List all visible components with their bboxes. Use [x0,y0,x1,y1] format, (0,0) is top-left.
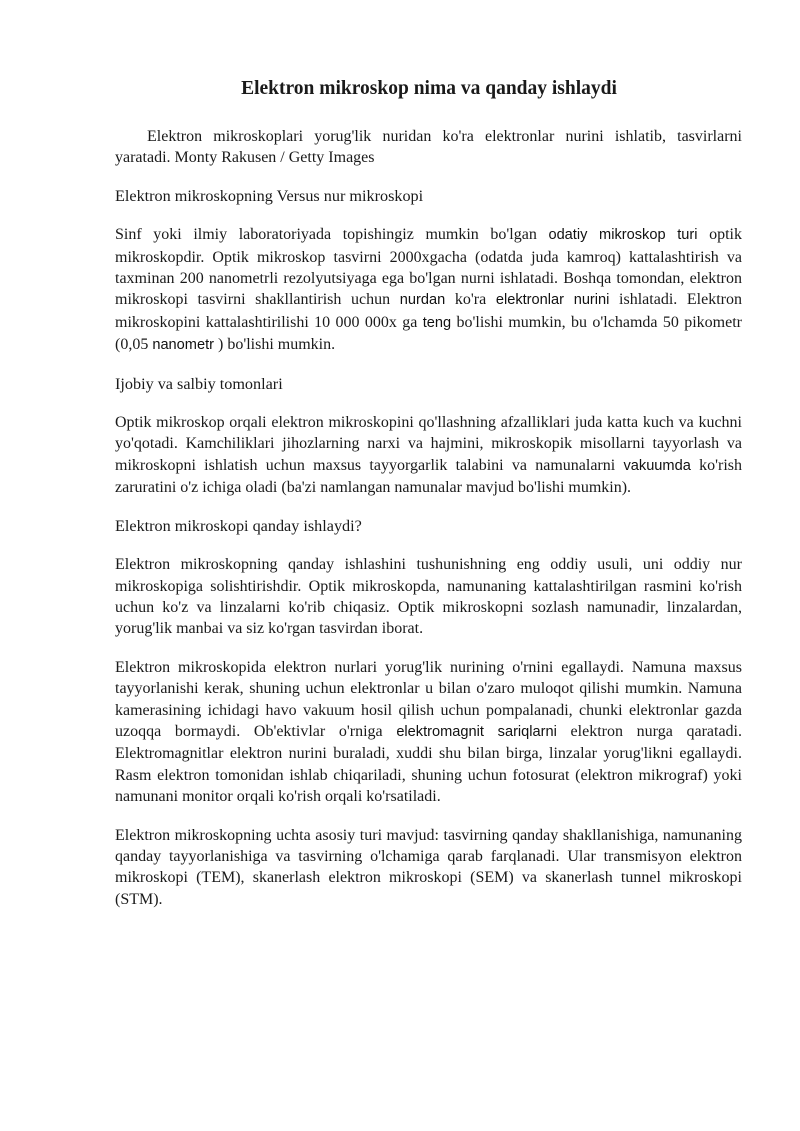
paragraph-text: optik mikroskopdir. Optik mikroskop tasvirni 2000xgacha (odatda juda kamroq) kattalashtirish va taxminan 200 nanometrli rezolyutsiyaga ega bo'lgan nurni ishlatadi. Boshqa tomondan, elektron mikroskopi tasvirni shakllantirish uchun [115,226,743,309]
inline-link[interactable]: odatiy mikroskop turi [548,227,698,244]
body-paragraph [115,657,742,808]
paragraph-text: bo'lishi mumkin, bu o'lchamda 50 pikometr (0,05 [115,313,743,354]
body-paragraph [115,554,742,640]
paragraph-text: Elektron mikroskopning uchta asosiy turi mavjud: tasvirning qanday shakllanishiga, namunaning qanday tayyorlanishiga va tasvirning o'lchamiga qarab farqlanadi. Ular transmisyon elektron mikroskopi (TEM), skanerlash elektron mikroskopi (SEM) va skanerlash tunnel mikroskopi (STM). [115,826,742,908]
inline-link[interactable]: elektromagnit sariqlarni [396,723,557,740]
section-heading: Ijobiy va salbiy tomonlari [115,374,283,393]
paragraph-text: Sinf yoki ilmiy laboratoriyada topishingiz mumkin bo'lgan [115,226,549,244]
section-heading: Elektron mikroskopi qanday ishlaydi? [115,516,362,535]
section-heading: Elektron mikroskopning Versus nur mikroskopi [115,186,424,205]
paragraph-text: ) bo'lishi mumkin. [213,336,336,354]
paragraph-text: Elektron mikroskopning qanday ishlashini tushunishning eng oddiy usuli, uni oddiy nur mikroskopiga solishtirishdir. Optik mikroskopda, namunaning kattalashtirilgan rasmini ko'rish uchun ko'z va linzalarni ko'rib chiqasiz. Optik mikroskopni sozlash namunadir, linzalardan, yorug'lik manbai va siz ko'rgan tasvirdan iborat. [115,556,742,638]
intro-paragraph: Elektron mikroskoplari yorug'lik nuridan ko'ra elektronlar nurini ishlatib, tasvirlarni yaratadi. Monty Rakusen / Getty Images [115,128,742,167]
inline-link[interactable]: vakuumda [623,457,691,474]
inline-link[interactable]: nanometr [152,337,214,354]
paragraph-text: ishlatadi. Elektron mikroskopini kattalashtirilishi 10 000 000x ga [115,291,743,331]
body-paragraph [115,412,742,499]
inline-link[interactable]: nurdan [399,292,446,309]
paragraph-text: ko'rish zaruratini o'z ichiga oladi (ba'zi namlangan namunalar mavjud bo'lishi mumkin). [115,456,742,497]
paragraph-text: elektron nurga qaratadi. Elektromagnitlar elektron nurini buraladi, xuddi shu bilan birga, linzalar yorug'likni egallaydi. Rasm elektron tomonidan ishlab chiqariladi, shuning uchun fotosurat (elektron mikrograf) yoki namunani monitor orqali ko'rish orqali ko'rsatiladi. [115,722,742,806]
body-paragraph [115,825,742,911]
document-page [115,76,742,927]
paragraph-text: Elektron mikroskopida elektron nurlari yorug'lik nurining o'rnini egallaydi. Namuna maxsus tayyorlanishi kerak, shuning uchun elektronlar u bilan o'zaro muloqot qilishi mumkin. Namuna kamerasining ichidagi havo vakuum hosil qilish uchun pompalanadi, chunki elektronlar gazda uzoqqa bormaydi. Ob'ektivlar o'rniga [115,658,742,740]
inline-link[interactable]: elektronlar nurini [495,292,610,309]
body-paragraph [115,224,742,356]
paragraph-text: ko'ra [445,291,496,309]
inline-link[interactable]: teng [422,314,452,331]
document-body [115,186,742,910]
paragraph-text: Optik mikroskop orqali elektron mikroskopini qo'llashning afzalliklari juda katta kuch va kuchni yo'qotadi. Kamchiliklari jihozlarning narxi va hajmini, mikroskopik misollarni tayyorlash va mikroskopni ishlatish uchun maxsus tayyorgarlik talabini va namunalarni [115,414,742,474]
document-title: Elektron mikroskop nima va qanday ishlaydi [241,78,617,99]
